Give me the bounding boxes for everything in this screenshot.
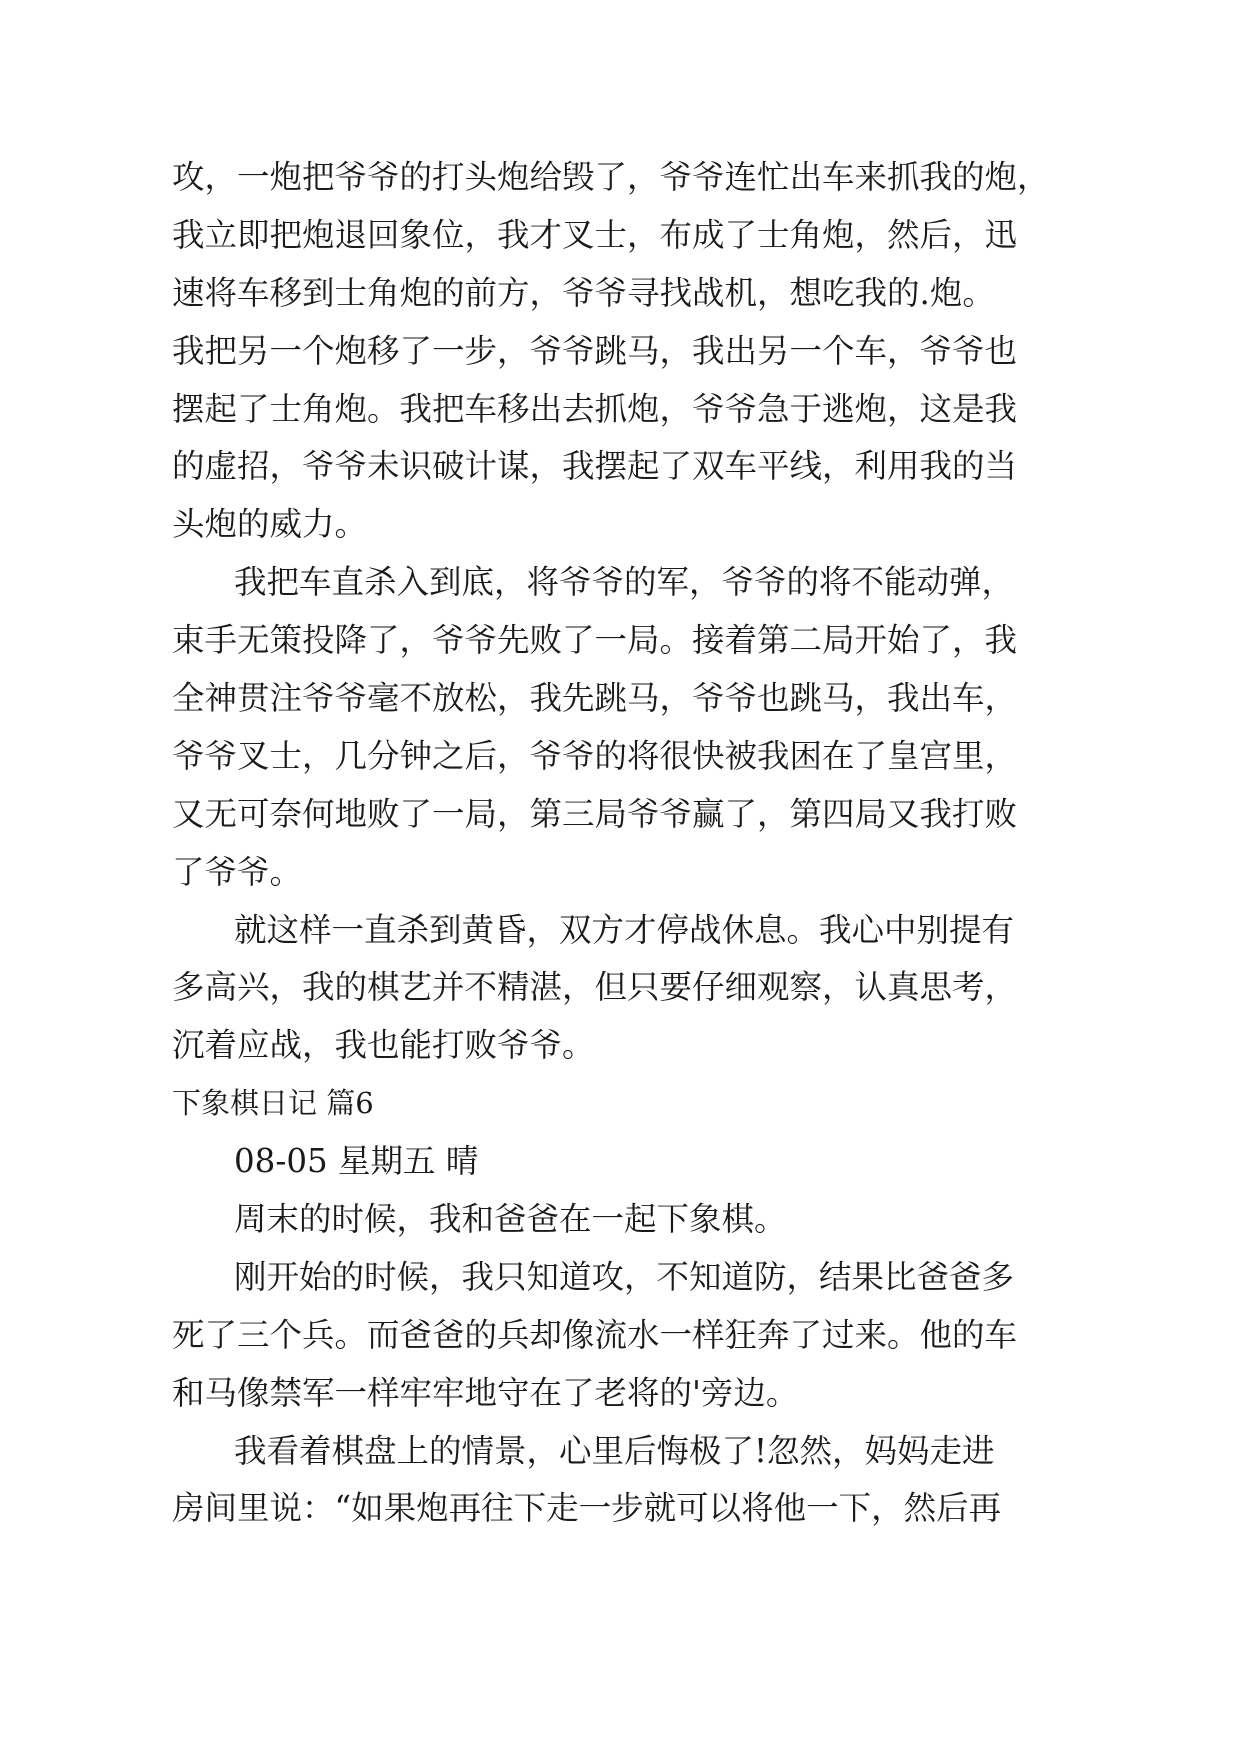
text-line: 头炮的威力。	[172, 505, 368, 544]
text-line: 了爷爷。	[172, 852, 303, 891]
paragraph-first-line: 就这样一直杀到黄昏，双方才停战休息。我心中别提有	[234, 910, 1015, 949]
diary-date-line: 08-05 星期五 晴	[234, 1142, 479, 1181]
text-line: 摆起了士角炮。我把车移出去抓炮，爷爷急于逃炮，这是我	[172, 389, 1018, 428]
text-line: 沉着应战，我也能打败爷爷。	[172, 1026, 595, 1065]
text-line: 又无可奈何地败了一局，第三局爷爷赢了，第四局又我打败	[172, 794, 1018, 833]
text-line: 速将车移到士角炮的前方，爷爷寻找战机，想吃我的.炮。	[172, 273, 995, 312]
paragraph-first-line: 我把车直杀入到底，将爷爷的军，爷爷的将不能动弹，	[234, 563, 1015, 602]
text-line: 我把另一个炮移了一步，爷爷跳马，我出另一个车，爷爷也	[172, 331, 1018, 370]
text-line: 攻，一炮把爷爷的打头炮给毁了，爷爷连忙出车来抓我的炮，	[172, 158, 1050, 196]
paragraph-first-line: 我看着棋盘上的情景，心里后悔极了!忽然，妈妈走进	[234, 1431, 995, 1470]
text-line: 束手无策投降了，爷爷先败了一局。接着第二局开始了，我	[172, 621, 1018, 660]
section-heading: 下象棋日记 篇6	[172, 1086, 374, 1121]
text-line: 和马像禁军一样牢牢地守在了老将的'旁边。	[172, 1373, 799, 1412]
document-page	[172, 149, 1072, 1538]
text-line: 房间里说：“如果炮再往下走一步就可以将他一下，然后再	[172, 1489, 1002, 1528]
paragraph-first-line: 刚开始的时候，我只知道攻，不知道防，结果比爸爸多	[234, 1257, 1015, 1296]
text-line: 死了三个兵。而爸爸的兵却像流水一样狂奔了过来。他的车	[172, 1315, 1018, 1354]
paragraph-first-line: 周末的时候，我和爸爸在一起下象棋。	[234, 1200, 787, 1239]
text-line: 我立即把炮退回象位，我才叉士，布成了士角炮，然后，迅	[172, 215, 1018, 254]
text-line: 的虚招，爷爷未识破计谋，我摆起了双车平线，利用我的当	[172, 447, 1018, 486]
text-line: 全神贯注爷爷毫不放松，我先跳马，爷爷也跳马，我出车，	[172, 679, 1018, 718]
text-line: 爷爷叉士，几分钟之后，爷爷的将很快被我困在了皇宫里，	[172, 736, 1018, 775]
text-line: 多高兴，我的棋艺并不精湛，但只要仔细观察，认真思考，	[172, 968, 1018, 1007]
